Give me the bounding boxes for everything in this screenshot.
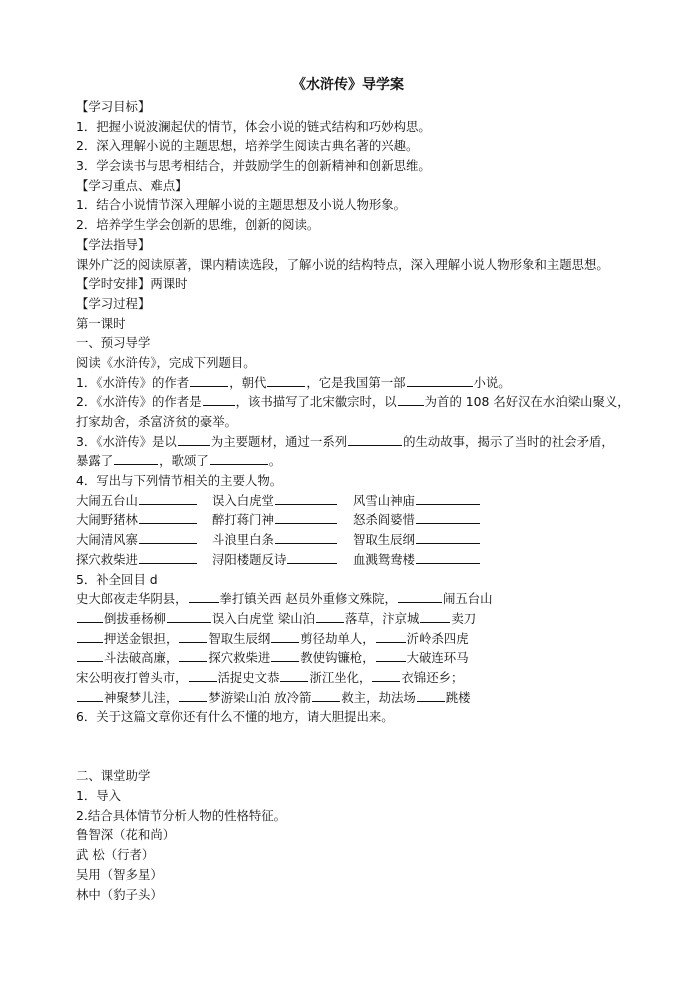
fill-blank[interactable]: [267, 373, 305, 387]
q1-text-a: 1．《水浒传》的作者: [76, 374, 190, 390]
method-heading: 【学法指导】: [76, 236, 151, 252]
chapter-text: 卖刀: [451, 610, 477, 626]
document-title: 《水浒传》导学案: [292, 77, 404, 93]
chapter-text: 梦游梁山泊 放冷箭: [208, 689, 312, 705]
fill-blank[interactable]: [287, 550, 337, 564]
fill-blank[interactable]: [407, 373, 473, 387]
chapter-text: 押送金银担，: [104, 630, 179, 646]
chapter-text: 浙江坐化，: [309, 669, 372, 685]
plot-cell: [212, 530, 353, 550]
fill-blank[interactable]: [77, 609, 103, 623]
chapter-text: 衣锦还乡；: [401, 669, 464, 685]
plot-row: [76, 491, 656, 511]
chapter-text: 斗法破高廉，: [104, 650, 179, 666]
plot-row: [76, 530, 656, 550]
chapter-text: 闹五台山: [442, 591, 493, 607]
plot-cell: [76, 530, 212, 550]
key-point-item: 2．培养学生学会创新的思维，创新的阅读。: [76, 217, 320, 233]
chapter-line: [76, 589, 656, 609]
fill-blank[interactable]: [179, 629, 207, 643]
chapter-text: 倒拔垂杨柳: [104, 610, 166, 626]
method-text: 课外广泛的阅读原著，课内精读选段，了解小说的结构特点，深入理解小说人物形象和主题思想。: [76, 256, 609, 272]
fill-blank[interactable]: [376, 648, 406, 662]
plot-cell: [76, 550, 212, 570]
spacer: [76, 727, 656, 747]
chapter-text: 救主，劫法场: [341, 689, 416, 705]
question-3-cont: [76, 451, 656, 471]
fill-blank[interactable]: [416, 530, 480, 544]
q3-text-f: 。: [268, 453, 282, 469]
q2-text-a: 2．《水浒传》的作者是: [76, 394, 202, 410]
fill-blank[interactable]: [210, 451, 268, 465]
plot-label: 醉打蒋门神: [212, 512, 274, 528]
plot-cell: [353, 550, 503, 570]
schedule-line: [76, 274, 656, 294]
document-body: [76, 97, 656, 904]
chapter-text: 活捉史文恭: [217, 669, 280, 685]
fill-blank[interactable]: [420, 609, 450, 623]
plot-row: [76, 550, 656, 570]
fill-blank[interactable]: [376, 629, 406, 643]
question-1: [76, 373, 656, 393]
fill-blank[interactable]: [77, 688, 103, 702]
part1-heading: 一、预习导学: [76, 335, 151, 351]
character-item: 吴用（智多星）: [76, 866, 163, 882]
fill-blank[interactable]: [280, 668, 308, 682]
fill-blank[interactable]: [416, 550, 480, 564]
question-3: [76, 432, 656, 452]
plot-label: 大闹五台山: [76, 492, 138, 508]
chapter-text: 跳楼: [445, 689, 471, 705]
chapter-text: 沂岭杀四虎: [406, 630, 469, 646]
plot-label: 智取生辰纲: [353, 532, 415, 548]
chapter-line: [76, 609, 656, 629]
goals-heading: 【学习目标】: [76, 99, 151, 114]
fill-blank[interactable]: [139, 491, 197, 505]
plot-cell: [212, 550, 353, 570]
fill-blank[interactable]: [203, 392, 235, 406]
schedule-text: 两课时: [150, 276, 188, 292]
fill-blank[interactable]: [189, 589, 219, 603]
q3-text-c: 的生动故事，揭示了当时的社会矛盾，: [403, 433, 614, 449]
fill-blank[interactable]: [416, 510, 480, 524]
plot-row: [76, 510, 656, 530]
fill-blank[interactable]: [77, 648, 103, 662]
fill-blank[interactable]: [372, 668, 400, 682]
chapter-text: 神聚梦儿洼，: [104, 689, 179, 705]
chapter-line: [76, 688, 656, 708]
plot-label: 大闹清风寨: [76, 532, 138, 548]
fill-blank[interactable]: [275, 491, 337, 505]
character-item: 武 松（行者）: [76, 847, 155, 863]
part2-item: 2.结合具体情节分析人物的性格特征。: [76, 807, 287, 823]
plot-cell: [353, 530, 503, 550]
plot-label: 风雪山神庙: [353, 492, 415, 508]
fill-blank[interactable]: [167, 609, 211, 623]
part2-heading: 二、课堂助学: [76, 768, 151, 784]
fill-blank[interactable]: [348, 432, 402, 446]
fill-blank[interactable]: [398, 589, 442, 603]
plot-label: 误入白虎堂: [212, 492, 274, 508]
fill-blank[interactable]: [114, 451, 158, 465]
plot-cell: [76, 510, 212, 530]
question-2-cont: 打家劫舍，杀富济贫的豪举。: [76, 414, 238, 429]
chapter-text: 智取生辰纲: [208, 630, 271, 646]
plot-label: 浔阳楼题反诗: [212, 551, 287, 567]
fill-blank[interactable]: [179, 688, 207, 702]
q3-text-a: 3．《水浒传》是以: [76, 433, 177, 449]
plot-cell: [353, 491, 503, 511]
fill-blank[interactable]: [275, 510, 337, 524]
plot-label: 大闹野猪林: [76, 512, 138, 528]
fill-blank[interactable]: [139, 550, 197, 564]
plot-cell: [353, 510, 503, 530]
plot-label: 斗浪里白条: [212, 532, 274, 548]
fill-blank[interactable]: [139, 530, 197, 544]
q1-text-d: 小说。: [473, 374, 511, 390]
fill-blank[interactable]: [178, 432, 210, 446]
q3-text-d: 暴露了: [76, 453, 114, 469]
chapter-line: [76, 668, 656, 688]
key-points-heading: 【学习重点、难点】: [76, 177, 188, 193]
process-heading: 【学习过程】: [76, 295, 151, 311]
character-item: 林中（豹子头）: [76, 886, 163, 902]
question-6: 6．关于这篇文章你还有什么不懂的地方，请大胆提出来。: [76, 709, 394, 725]
fill-blank[interactable]: [179, 648, 207, 662]
fill-blank[interactable]: [416, 491, 480, 505]
fill-blank[interactable]: [190, 373, 228, 387]
plot-cell: [212, 491, 353, 511]
fill-blank[interactable]: [316, 609, 344, 623]
question-2: [76, 392, 656, 412]
q1-text-c: ，它是我国第一部: [306, 374, 406, 390]
plot-cell: [76, 491, 212, 511]
fill-blank[interactable]: [275, 530, 337, 544]
goal-item: 3．学会读书与思考相结合，并鼓励学生的创新精神和创新思维。: [76, 158, 431, 174]
chapter-text: 宋公明夜打曾头市，: [76, 669, 188, 685]
question-5-label: 5．补全回目 d: [76, 571, 158, 587]
fill-blank[interactable]: [189, 668, 217, 682]
goal-item: 1．把握小说波澜起伏的情节，体会小说的链式结构和巧妙构思。: [76, 118, 431, 134]
lesson-heading: 第一课时: [76, 315, 126, 331]
question-4-label: 4．写出与下列情节相关的主要人物。: [76, 473, 283, 489]
chapter-text: 探穴救柴进: [208, 650, 271, 666]
chapter-text: 剪径劫单人，: [300, 630, 375, 646]
fill-blank[interactable]: [271, 629, 299, 643]
q2-text-b: ，该书描写了北宋徽宗时，以: [235, 394, 397, 410]
goal-item: 2．深入理解小说的主题思想，培养学生阅读古典名著的兴趣。: [76, 138, 419, 154]
part1-intro: 阅读《水浒传》，完成下列题目。: [76, 354, 256, 370]
part2-item: 1．导入: [76, 788, 122, 804]
chapter-line: [76, 648, 656, 668]
chapter-text: 误入白虎堂 梁山泊: [211, 610, 316, 626]
chapter-text: 史大郎夜走华阴县，: [76, 591, 188, 607]
chapter-line: [76, 629, 656, 649]
fill-blank[interactable]: [417, 688, 445, 702]
spacer: [76, 747, 656, 767]
fill-blank[interactable]: [77, 629, 103, 643]
key-point-item: 1．结合小说情节深入理解小说的主题思想及小说人物形象。: [76, 197, 407, 213]
plot-label: 探穴救柴进: [76, 551, 138, 567]
fill-blank[interactable]: [139, 510, 197, 524]
fill-blank[interactable]: [312, 688, 340, 702]
q2-text-c: 为首的 108 名好汉在水泊梁山聚义，: [424, 394, 630, 410]
chapter-text: 大破连环马: [406, 650, 469, 666]
chapter-text: 教使钩镰枪，: [300, 650, 375, 666]
fill-blank[interactable]: [271, 648, 299, 662]
q1-text-b: ，朝代: [229, 374, 267, 390]
chapter-text: 拳打镇关西 赵员外重修文殊院，: [219, 591, 397, 607]
plot-label: 血溅鸳鸯楼: [353, 551, 415, 567]
plot-label: 怒杀阎婆惜: [353, 512, 415, 528]
schedule-heading: 【学时安排】: [76, 276, 151, 292]
chapter-text: 落草，汴京城: [345, 610, 420, 626]
fill-blank[interactable]: [398, 392, 424, 406]
character-item: 鲁智深（花和尚）: [76, 827, 176, 843]
q3-text-b: 为主要题材，通过一系列: [210, 433, 348, 449]
plot-cell: [212, 510, 353, 530]
q3-text-e: ，歌颂了: [159, 453, 209, 469]
